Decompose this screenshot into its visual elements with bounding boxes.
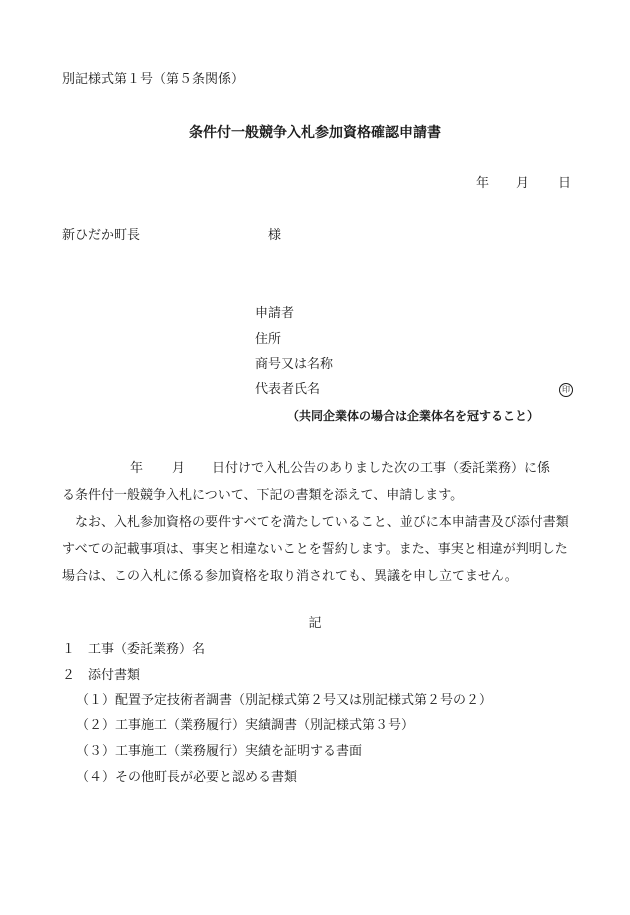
seal-icon: 印 bbox=[559, 383, 573, 397]
applicant-heading: 申請者 bbox=[255, 306, 295, 321]
applicant-address-label: 住所 bbox=[255, 332, 282, 347]
item-2-number: ２ bbox=[62, 668, 76, 683]
pledge-paragraph: なお、入札参加資格の要件すべてを満たしていること、並びに本申請書及び添付書類すべての記載事項は、事実と相違ないことを誓約します。また、事実と相違が判明した場合は、この入札に係る参加資格を取り消されても、異議を申し立てません。 bbox=[62, 515, 569, 584]
attachment-2-number: （２） bbox=[76, 718, 116, 733]
attachment-3 bbox=[76, 744, 362, 760]
form-label: 別記様式第１号（第５条関係） bbox=[62, 72, 245, 87]
item-1-text: 工事（委託業務）名 bbox=[88, 642, 206, 657]
item-2-text: 添付書類 bbox=[88, 668, 141, 683]
joint-venture-note: （共同企業体の場合は企業体名を冠すること） bbox=[287, 409, 540, 423]
attachment-4-number: （４） bbox=[76, 770, 116, 785]
applicant-company-label: 商号又は名称 bbox=[255, 357, 334, 372]
para1-line2: る条件付一般競争入札について、下記の書類を添えて、申請します。 bbox=[62, 488, 464, 503]
addressee-honorific: 様 bbox=[268, 228, 282, 243]
document-title: 条件付一般競争入札参加資格確認申請書 bbox=[189, 125, 441, 141]
item-1-number: １ bbox=[62, 642, 76, 657]
item-1 bbox=[62, 642, 205, 658]
applicant-representative-label: 代表者氏名 bbox=[255, 382, 321, 397]
date-month-label: 月 bbox=[516, 176, 530, 191]
attachment-1-number: （１） bbox=[76, 693, 116, 708]
ki-heading: 記 bbox=[308, 616, 322, 631]
date-year-label: 年 bbox=[476, 176, 490, 191]
attachment-1 bbox=[76, 693, 492, 709]
attachment-4-text: その他町長が必要と認める書類 bbox=[115, 770, 298, 785]
attachment-2-text: 工事施工（業務履行）実績調書（別記様式第３号） bbox=[115, 718, 415, 733]
date-day-label: 日 bbox=[558, 176, 572, 191]
addressee-name: 新ひだか町長 bbox=[62, 228, 141, 243]
para1-month: 月 bbox=[172, 461, 186, 476]
item-2 bbox=[62, 668, 140, 684]
attachment-2 bbox=[76, 718, 414, 734]
para1-year: 年 bbox=[130, 461, 144, 476]
attachment-3-text: 工事施工（業務履行）実績を証明する書面 bbox=[115, 744, 363, 759]
attachment-1-text: 配置予定技術者調書（別記様式第２号又は別記様式第２号の２） bbox=[115, 693, 493, 708]
attachment-3-number: （３） bbox=[76, 744, 116, 759]
attachment-4 bbox=[76, 770, 297, 786]
para1-line1: 日付けで入札公告のありました次の工事（委託業務）に係 bbox=[212, 461, 551, 476]
